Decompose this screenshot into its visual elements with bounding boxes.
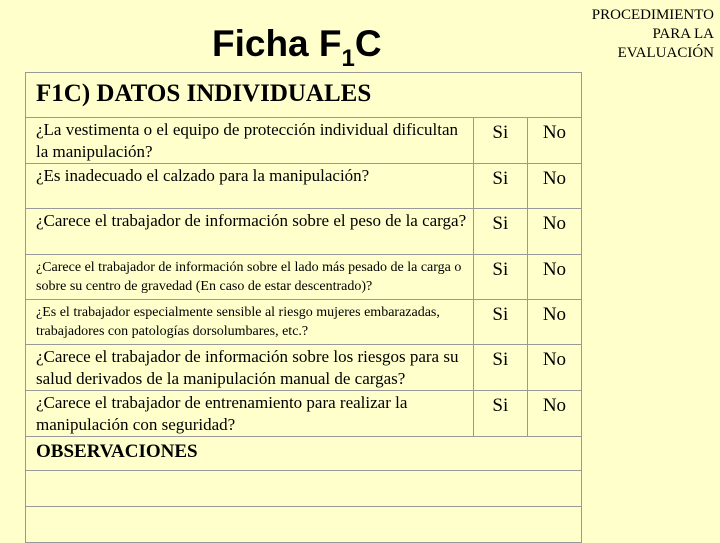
question-text: ¿Carece el trabajador de información sobre el lado más pesado de la carga o sobre su centro de gravedad (En caso de estar descentrado)? [26, 255, 474, 300]
procedure-label-line-3: EVALUACIÓN [617, 45, 714, 61]
no-option[interactable]: No [527, 164, 581, 209]
title-main: Ficha F [212, 23, 342, 64]
observations-field[interactable] [26, 507, 582, 543]
yes-option[interactable]: Si [473, 345, 527, 391]
section-title: F1C) DATOS INDIVIDUALES [26, 73, 582, 118]
question-row [26, 345, 582, 391]
question-row [26, 118, 582, 164]
observations-row [26, 437, 582, 471]
no-option[interactable]: No [527, 300, 581, 345]
procedure-label [564, 6, 714, 63]
yes-option[interactable]: Si [473, 209, 527, 255]
title-subscript: 1 [341, 45, 355, 72]
question-text: ¿Es el trabajador especialmente sensible al riesgo mujeres embarazadas, trabajadores con patologías dorsolumbares, etc.? [26, 300, 474, 345]
question-text: ¿Carece el trabajador de entrenamiento para realizar la manipulación con seguridad? [26, 391, 474, 437]
yes-option[interactable]: Si [473, 391, 527, 437]
observations-blank-row [26, 507, 582, 543]
yes-option[interactable]: Si [473, 300, 527, 345]
question-row [26, 300, 582, 345]
observations-field[interactable] [26, 471, 582, 507]
question-row [26, 209, 582, 255]
procedure-label-line-2: PARA LA [652, 26, 714, 42]
title-suffix: C [354, 23, 382, 64]
no-option[interactable]: No [527, 255, 581, 300]
observations-label: OBSERVACIONES [26, 437, 582, 471]
yes-option[interactable]: Si [473, 255, 527, 300]
question-text: ¿La vestimenta o el equipo de protección individual dificultan la manipulación? [26, 118, 474, 164]
procedure-label-line-1: PROCEDIMIENTO [591, 7, 714, 23]
no-option[interactable]: No [527, 391, 581, 437]
yes-option[interactable]: Si [473, 164, 527, 209]
yes-option[interactable]: Si [473, 118, 527, 164]
page-title [212, 22, 382, 72]
question-row [26, 164, 582, 209]
no-option[interactable]: No [527, 118, 581, 164]
form-header-row [26, 73, 582, 118]
individual-data-form [25, 72, 582, 543]
question-text: ¿Carece el trabajador de información sobre el peso de la carga? [26, 209, 474, 255]
question-text: ¿Es inadecuado el calzado para la manipulación? [26, 164, 474, 209]
question-row [26, 255, 582, 300]
no-option[interactable]: No [527, 209, 581, 255]
no-option[interactable]: No [527, 345, 581, 391]
question-text: ¿Carece el trabajador de información sobre los riesgos para su salud derivados de la manipulación manual de cargas? [26, 345, 474, 391]
question-row [26, 391, 582, 437]
observations-blank-row [26, 471, 582, 507]
